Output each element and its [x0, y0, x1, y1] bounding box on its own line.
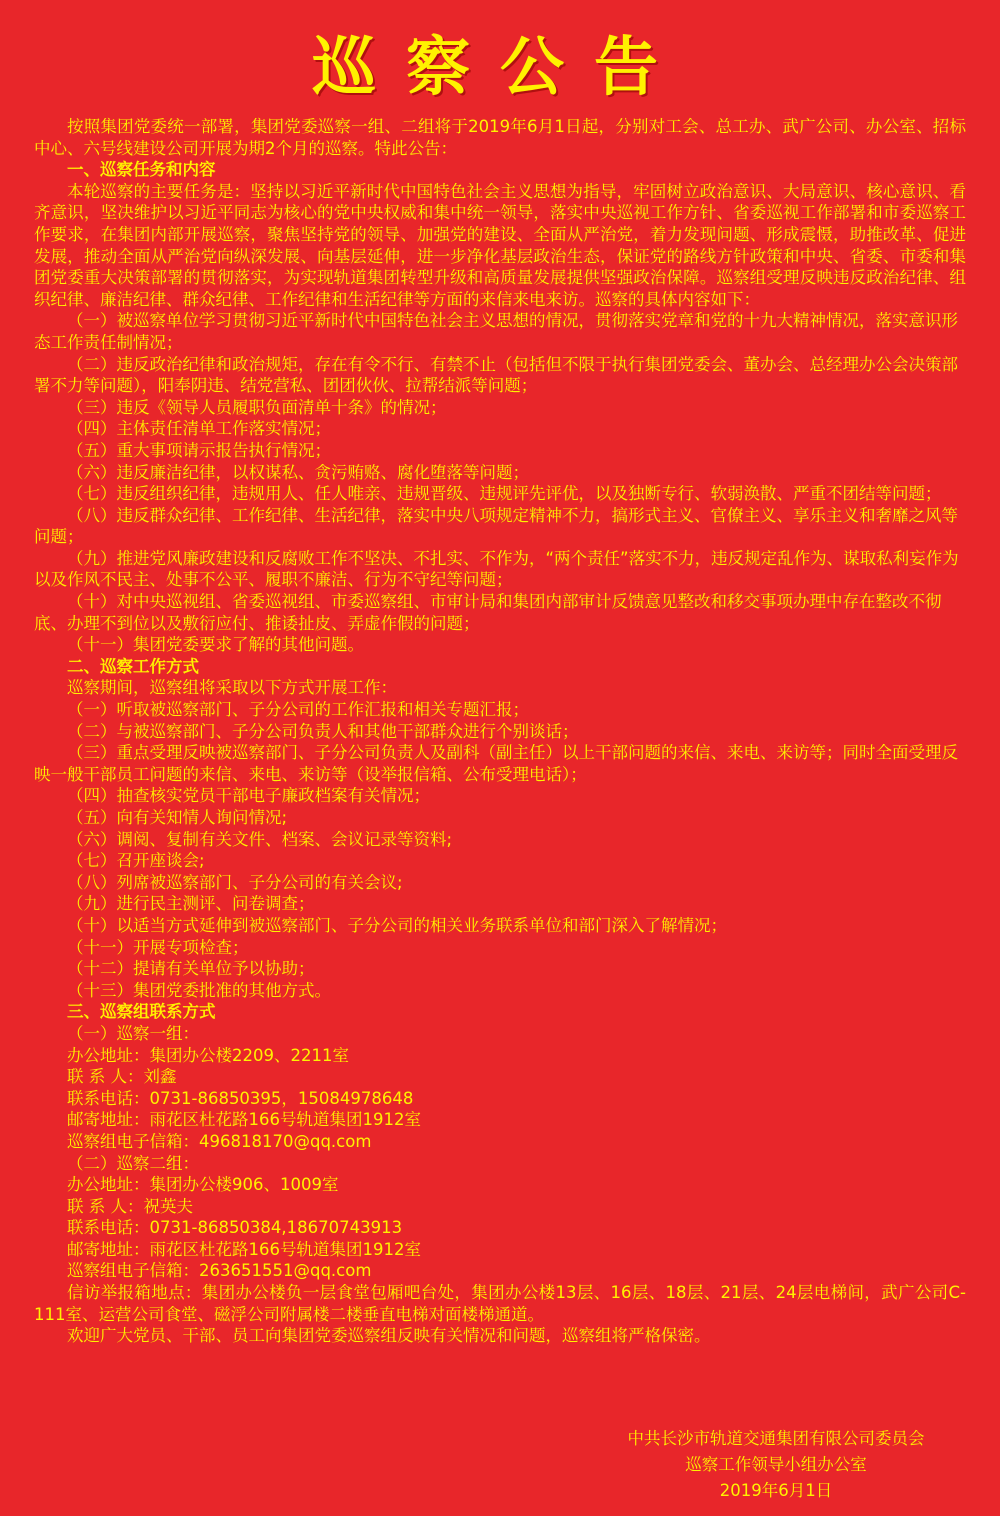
intro-paragraph: 按照集团党委统一部署，集团党委巡察一组、二组将于2019年6月1日起，分别对工会、总工办、武广公司、办公室、招标中心、六号线建设公司开展为期2个月的巡察。特此公告：: [34, 117, 966, 158]
section2-item: （九）进行民主测评、问卷调查；: [67, 894, 315, 914]
section1-item: （三）违反《领导人员履职负面清单十条》的情况；: [67, 397, 447, 417]
signature-date: 2019年6月1日: [719, 1481, 833, 1500]
section1-item: （九）推进党风廉政建设和反腐败工作不坚决、不扎实、不作为，“两个责任”落实不力，违反规定乱作为、谋取私利妄作为以及作风不民主、处事不公平、履职不廉洁、行为不守纪等问题；: [34, 548, 959, 590]
signature-org: 中共长沙市轨道交通集团有限公司委员会: [627, 1429, 925, 1448]
group2-office: 办公地址：集团办公楼906、1009室: [67, 1175, 339, 1195]
group1-email: 巡察组电子信箱：496818170@qq.com: [67, 1131, 372, 1151]
signature-block: [586, 1426, 966, 1504]
group2-label: （二）巡察二组：: [67, 1153, 199, 1173]
section1-item: （五）重大事项请示报告执行情况；: [67, 440, 331, 460]
section2-item: （五）向有关知情人询问情况;: [67, 808, 288, 827]
section1-item: （四）主体责任清单工作落实情况；: [67, 419, 331, 439]
section1-item: （十）对中央巡视组、省委巡视组、市委巡察组、市审计局和集团内部审计反馈意见整改和移交事项办理中存在整改不彻底、办理不到位以及敷衍应付、推诿扯皮、弄虚作假的问题；: [34, 592, 942, 633]
section1-heading: 一、巡察任务和内容: [67, 160, 216, 180]
section2-item: （十二）提请有关单位予以协助；: [67, 959, 315, 979]
section1-item: （八）违反群众纪律、工作纪律、生活纪律，落实中央八项规定精神不力，搞形式主义、官僚主义、享乐主义和奢靡之风等问题；: [34, 505, 958, 547]
section2-item: （七）召开座谈会;: [67, 851, 205, 871]
section2-item: （三）重点受理反映被巡察部门、子分公司负责人及副科（副主任）以上干部问题的来信、来电、来访等；同时全面受理反映一般干部员工问题的来信、来电、来访等（设举报信箱、公布受理电话）；: [34, 743, 958, 784]
group1-phone: 联系电话：0731-86850395，15084978648: [67, 1088, 414, 1108]
signature-office: 巡察工作领导小组办公室: [685, 1455, 867, 1474]
section1-item: （六）违反廉洁纪律，以权谋私、贪污贿赂、腐化堕落等问题；: [67, 462, 529, 482]
announcement-body: [34, 116, 966, 1347]
section2-heading: 二、巡察工作方式: [67, 656, 199, 676]
group1-office: 办公地址：集团办公楼2209、2211室: [67, 1045, 349, 1065]
group1-label: （一）巡察一组：: [67, 1023, 199, 1043]
section1-item: （十一）集团党委要求了解的其他问题。: [67, 635, 364, 655]
section2-item: （八）列席被巡察部门、子分公司的有关会议;: [67, 872, 403, 892]
page-title: 巡察公告: [312, 30, 688, 105]
section2-item: （二）与被巡察部门、子分公司负责人和其他干部群众进行个别谈话；: [67, 721, 579, 741]
mailbox-locations: 信访举报箱地点：集团办公楼负一层食堂包厢吧台处，集团办公楼13层、16层、18层、21层、24层电梯间，武广公司C-111室、运营公司食堂、磁浮公司附属楼二楼垂直电梯对面楼梯通道。: [34, 1283, 966, 1324]
section3-heading: 三、巡察组联系方式: [67, 1002, 216, 1022]
group2-email: 巡察组电子信箱：263651551@qq.com: [67, 1261, 372, 1281]
group2-contact: 联 系 人：祝英夫: [67, 1196, 193, 1216]
section2-item: （十一）开展专项检查；: [67, 937, 249, 957]
group2-mail-address: 邮寄地址：雨花区杜花路166号轨道集团1912室: [67, 1239, 421, 1259]
section2-item: （十）以适当方式延伸到被巡察部门、子分公司的相关业务联系单位和部门深入了解情况；: [67, 915, 727, 935]
group1-contact: 联 系 人：刘鑫: [67, 1067, 177, 1087]
group1-mail-address: 邮寄地址：雨花区杜花路166号轨道集团1912室: [67, 1110, 421, 1130]
section2-item: （四）抽查核实党员干部电子廉政档案有关情况；: [67, 786, 430, 806]
group2-phone: 联系电话：0731-86850384,18670743913: [67, 1218, 403, 1238]
section1-item: （一）被巡察单位学习贯彻习近平新时代中国特色社会主义思想的情况，贯彻落实党章和党的十九大精神情况，落实意识形态工作责任制情况；: [34, 311, 958, 352]
section2-item: （一）听取被巡察部门、子分公司的工作汇报和相关专题汇报；: [67, 700, 529, 720]
section1-paragraph: 本轮巡察的主要任务是：坚持以习近平新时代中国特色社会主义思想为指导，牢固树立政治意识、大局意识、核心意识、看齐意识，坚决维护以习近平同志为核心的党中央权威和集中统一领导，落实中央巡视工作方针、省委巡视工作部署和市委巡察工作要求，在集团内部开展巡察，聚焦坚持党的领导、加强党的建设、全面从严治党，着力发现问题、形成震慑，助推改革、促进发展，推动全面从严治党向纵深发展、向基层延伸，进一步净化基层政治生态，保证党的路线方针政策和中央、省委、市委和集团党委重大决策部署的贯彻落实，为实现轨道集团转型升级和高质量发展提供坚强政治保障。巡察组受理反映违反政治纪律、组织纪律、廉洁纪律、群众纪律、工作纪律和生活纪律等方面的来信来电来访。巡察的具体内容如下：: [34, 181, 966, 309]
section2-item: （十三）集团党委批准的其他方式。: [67, 980, 331, 1000]
section2-item: （六）调阅、复制有关文件、档案、会议记录等资料;: [67, 829, 453, 849]
section2-paragraph: 巡察期间，巡察组将采取以下方式开展工作：: [67, 678, 397, 698]
welcome-note: 欢迎广大党员、干部、员工向集团党委巡察组反映有关情况和问题，巡察组将严格保密。: [67, 1326, 711, 1346]
section1-item: （二）违反政治纪律和政治规矩，存在有令不行、有禁不止（包括但不限于执行集团党委会、董办会、总经理办公会决策部署不力等问题），阳奉阴违、结党营私、团团伙伙、拉帮结派等问题；: [34, 354, 958, 396]
section1-item: （七）违反组织纪律，违规用人、任人唯亲、违规晋级、违规评先评优，以及独断专行、软弱涣散、严重不团结等问题；: [67, 484, 942, 504]
